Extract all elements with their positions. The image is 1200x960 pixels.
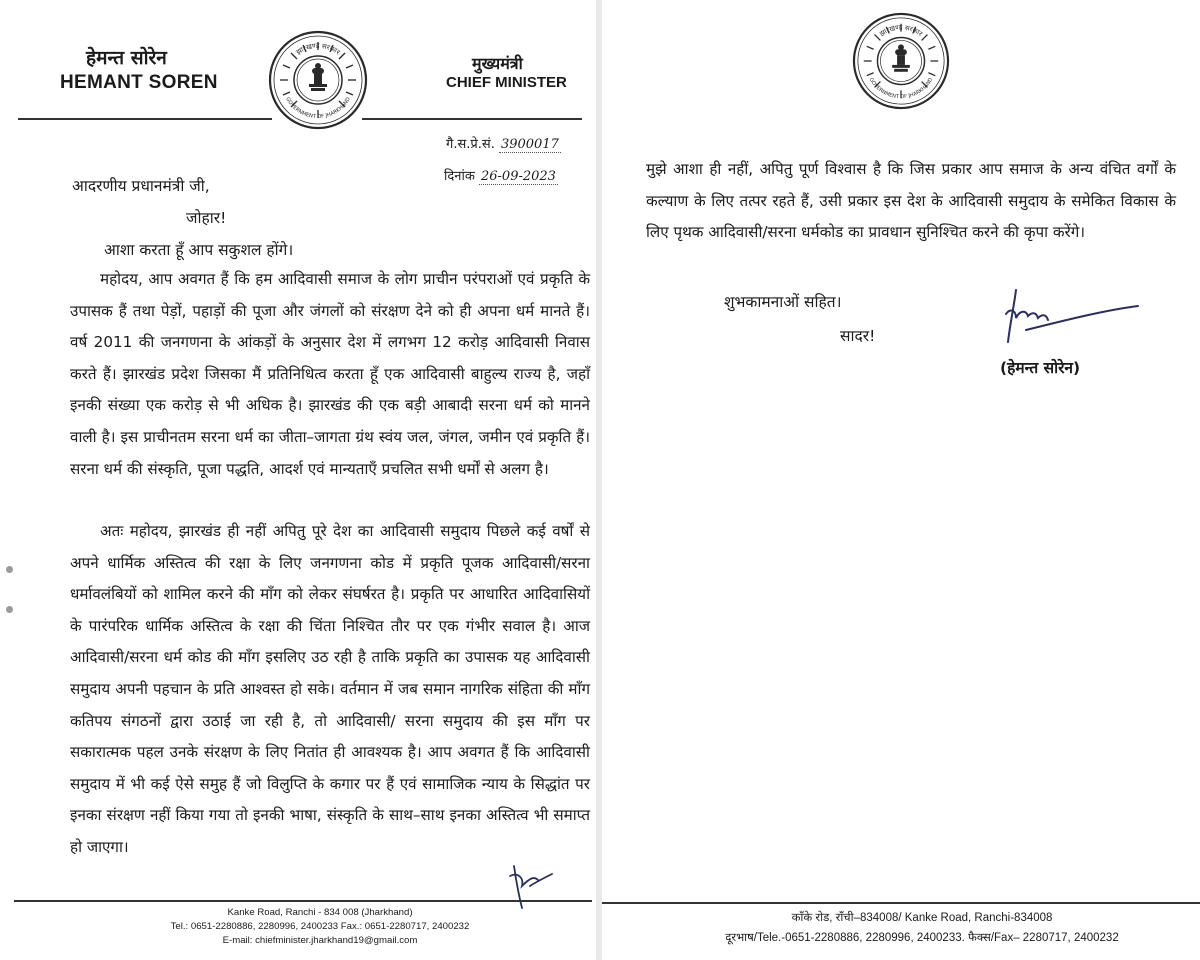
footer-contact xyxy=(662,908,1182,948)
footer-phone: दूरभाष/Tele.-0651-2280886, 2280996, 2400233. फैक्स/Fax– 2280717, 2400232 xyxy=(725,932,1119,944)
footer-email: E-mail: chiefminister.jharkhand19@gmail.com xyxy=(222,935,418,946)
opening-line: आशा करता हूँ आप सकुशल होंगे। xyxy=(104,241,294,259)
emblem-text-top: झारखण्ड सरकार xyxy=(294,41,342,57)
svg-text:झारखण्ड सरकार xyxy=(295,42,342,57)
emblem-text-top: झारखण्ड सरकार xyxy=(878,23,924,38)
svg-text:झारखण्ड सरकार xyxy=(878,24,924,38)
punch-hole xyxy=(6,606,13,613)
closing-paragraph-text: मुझे आशा ही नहीं, अपितु पूर्ण विश्वास है कि जिस प्रकार आप समाज के अन्य वंचित वर्गों के कल्याण के लिए तत्पर रहते हैं, उसी प्रकार इस देश के आदिवासी समुदाय के समेकित विकास के लिए पृथक आदिवासी/सरना धर्मकोड का प्रावधान सुनिश्चित करने की कृपा करेंगे। xyxy=(646,160,1176,242)
footer-divider xyxy=(14,900,592,902)
body-paragraph-1-text: महोदय, आप अवगत हैं कि हम आदिवासी समाज के लोग प्राचीन परंपराओं एवं प्रकृति के उपासक हैं तथा पेड़ों, पहाड़ों की पूजा और जंगलों को संरक्षण देने को ही अपना धर्म मानते हैं। वर्ष 2011 की जनगणना के आंकड़ों के अनुसार देश में लगभग 12 करोड़ आदिवासी निवास करते हैं। झारखंड प्रदेश जिसका मैं प्रतिनिधित्व करता हूँ एक आदिवासी बाहुल्य राज्य है, जहाँ इनकी संख्या एक करोड़ से भी अधिक है। झारखंड की एक बड़ी आबादी सरना धर्म को मानने वाली है। इस प्राचीनतम सरना धर्म का जीता–जागता ग्रंथ स्वंय जल, जंगल, जमीन एवं प्रकृति हैं। सरना धर्म की संस्कृति, पूजा पद्धति, आदर्श एवं मान्यताएँ प्रचलित सभी धर्मों से अलग है। xyxy=(70,270,590,478)
body-paragraph-2 xyxy=(70,516,590,864)
date-label: दिनांक xyxy=(444,169,475,184)
letter-page-2 xyxy=(602,0,1200,960)
footer-contact xyxy=(150,906,490,948)
punch-hole xyxy=(6,566,13,573)
greeting: जोहार! xyxy=(186,209,227,227)
date-line xyxy=(444,166,558,184)
body-paragraph-1 xyxy=(70,264,590,485)
government-emblem-seal xyxy=(268,30,368,130)
reference-number-line xyxy=(446,134,561,152)
footer-divider xyxy=(602,902,1200,904)
date-value: 26-09-2023 xyxy=(480,169,556,184)
footer-phone: Tel.: 0651-2280886, 2280996, 2400233 Fax.: 0651-2280717, 2400232 xyxy=(170,921,470,932)
header-divider-right xyxy=(362,118,582,120)
signatory-name: (हेमन्त सोरेन) xyxy=(1000,359,1081,377)
svg-text:GOVERNMENT OF JHARKHAND xyxy=(868,77,934,100)
emblem-text-bottom: GOVERNMENT OF JHARKHAND xyxy=(867,77,935,101)
closing-paragraph xyxy=(646,154,1176,249)
sender-name-hindi: हेमन्त सोरेन xyxy=(86,47,167,69)
government-emblem-seal xyxy=(852,12,950,110)
header-divider-left xyxy=(18,118,272,120)
emblem-text-bottom: GOVERNMENT OF JHARKHAND xyxy=(284,96,352,121)
reference-label: गै.स.प्रे.सं. xyxy=(446,137,495,152)
signature xyxy=(986,284,1146,356)
wishes-line: शुभकामनाओं सहित। xyxy=(724,293,842,311)
designation-hindi: मुख्यमंत्री xyxy=(472,54,523,73)
page-initials-signature xyxy=(500,856,560,912)
designation-english: CHIEF MINISTER xyxy=(446,74,567,91)
closing-salutation: सादर! xyxy=(840,327,876,345)
reference-number: 3900017 xyxy=(500,137,559,152)
footer-address: Kanke Road, Ranchi - 834 008 (Jharkhand) xyxy=(227,907,413,918)
sender-name-english: HEMANT SOREN xyxy=(60,72,218,93)
salutation: आदरणीय प्रधानमंत्री जी, xyxy=(72,177,210,195)
svg-text:GOVERNMENT OF JHARKHAND xyxy=(284,96,352,120)
letter-page-1 xyxy=(0,0,598,960)
body-paragraph-2-text: अतः महोदय, झारखंड ही नहीं अपितु पूरे देश का आदिवासी समुदाय पिछले कई वर्षों से अपने धार्मिक अस्तित्व की रक्षा के लिए जनगणना कोड में प्रकृति पूजक आदिवासी/सरना धर्मावलंबियों को शामिल करने की माँग को लेकर संघर्षरत है। प्रकृति पर आधारित आदिवासियों के पारंपरिक धार्मिक अस्तित्व के रक्षा की चिंता निश्चित तौर पर एक गंभीर सवाल है। आज आदिवासी/सरना धर्म कोड की माँग इसलिए उठ रही है ताकि प्रकृति का उपासक यह आदिवासी समुदाय अपनी पहचान के प्रति आश्वस्त हो सके। वर्तमान में जब समान नागरिक संहिता की माँग कतिपय संगठनों द्वारा उठाई जा रही है, तो आदिवासी/ सरना समुदाय की इस माँग पर सकारात्मक पहल उनके संरक्षण के लिए नितांत ही आवश्यक है। आप अवगत हैं कि आदिवासी समुदाय में भी कई ऐसे समुह हैं जो विलुप्ति के कगार पर हैं एवं सामाजिक न्याय के सिद्धांत पर इनका संरक्षण नहीं किया गया तो इनकी भाषा, संस्कृति के साथ–साथ इनका अस्तित्व भी समाप्त हो जाएगा। xyxy=(70,522,590,856)
footer-address: काँके रोड, राँची–834008/ Kanke Road, Ranchi-834008 xyxy=(791,912,1053,924)
